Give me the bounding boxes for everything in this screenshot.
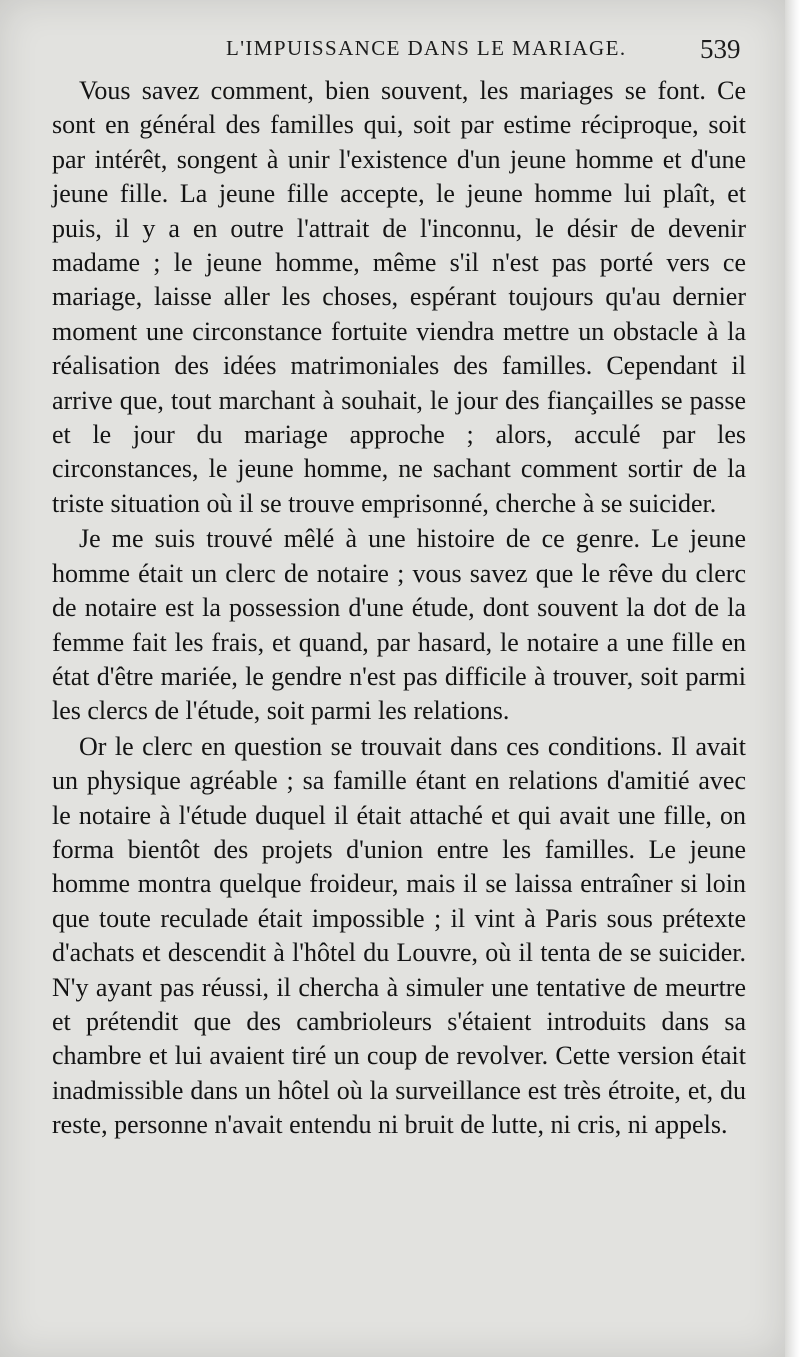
paragraph: Or le clerc en question se trouvait dans ces conditions. Il avait un physique agréable ; sa famille étant en relations d'amitié avec le notaire à l'étude duquel il était attaché et qui avait une fille, on forma bientôt des projets d'union entre les familles. Le jeune homme montra quelque froideur, mais il se laissa entraîner si loin que toute reculade était impossible ; il vint à Paris sous prétexte d'achats et descendit à l'hôtel du Louvre, où il tenta de se suicider. N'y ayant pas réussi, il chercha à simuler une tentative de meurtre et prétendit que des cambrioleurs s'étaient introduits dans sa chambre et lui avaient tiré un coup de revolver. Cette version était inadmissible dans un hôtel où la surveillance est très étroite, et, du reste, personne n'avait entendu ni bruit de lutte, ni cris, ni appels. xyxy=(52,731,746,1140)
running-title: L'IMPUISSANCE DANS LE MARIAGE. xyxy=(226,36,627,60)
page-number: 539 xyxy=(700,34,741,64)
paragraph: Je me suis trouvé mêlé à une histoire de ce genre. Le jeune homme était un clerc de notaire ; vous savez que le rêve du clerc de notaire est la possession d'une étude, dont souvent la dot de la femme fait les frais, et quand, par hasard, le notaire a une fille en état d'être mariée, le gendre n'est pas difficile à trouver, soit parmi les clercs de l'étude, soit parmi les relations. xyxy=(52,524,746,726)
page-edge xyxy=(785,0,800,1357)
paragraph: Vous savez comment, bien souvent, les mariages se font. Ce sont en général des familles qui, soit par estime réciproque, soit par intérêt, songent à unir l'existence d'un jeune homme et d'une jeune fille. La jeune fille accepte, le jeune homme lui plaît, et puis, il y a en outre l'attrait de l'inconnu, le désir de devenir madame ; le jeune homme, même s'il n'est pas porté vers ce mariage, laisse aller les choses, espérant toujours qu'au dernier moment une circonstance fortuite viendra mettre un obstacle à la réalisation des idées matrimoniales des familles. Cependant il arrive que, tout marchant à souhait, le jour des fiançailles se passe et le jour du mariage approche ; alors, acculé par les circonstances, le jeune homme, ne sachant comment sortir de la triste situation où il se trouve emprisonné, cherche à se suicider. xyxy=(52,76,746,518)
body-text xyxy=(52,74,746,1143)
page-header xyxy=(0,34,785,68)
